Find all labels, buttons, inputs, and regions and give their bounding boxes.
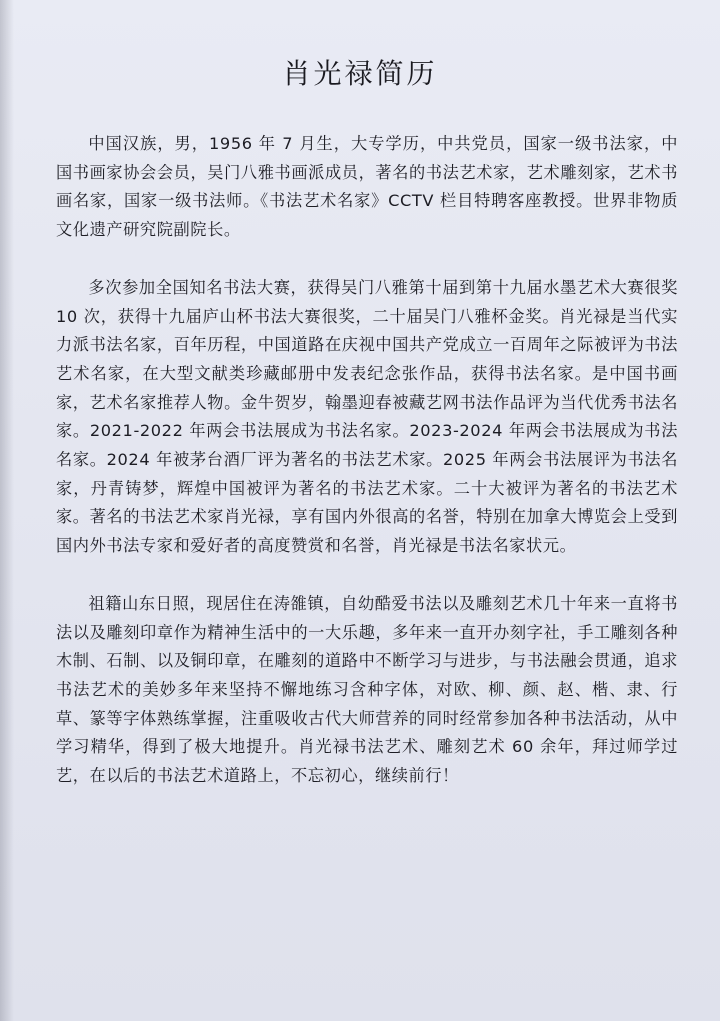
page-edge-shadow bbox=[0, 0, 14, 1021]
page-title: 肖光禄简历 bbox=[282, 57, 438, 90]
paragraph-awards: 多次参加全国知名书法大赛，获得吴门八雅第十届到第十九届水墨艺术大赛很奖 10 次，获得十九届庐山杯书法大赛很奖，二十届吴门八雅杯金奖。肖光禄是当代实力派书法名家，百年历程，中国道路在庆视中国共产党成立一百周年之际被评为书法艺术名家，在大型文献类珍藏邮册中发表纪念张作品，获得书法名家。是中国书画家，艺术名家推荐人物。金牛贺岁，翰墨迎春被藏艺网书法作品评为当代优秀书法名家。2021-2022 年两会书法展成为书法名家。2023-2024 年两会书法展成为书法名家。2024 年被茅台酒厂评为著名的书法艺术家。2025 年两会书法展评为书法名家，丹青铸梦，辉煌中国被评为著名的书法艺术家。二十大被评为著名的书法艺术家。著名的书法艺术家肖光禄，享有国内外很高的名誉，特别在加拿大博览会上受到国内外书法专家和爱好者的高度赞赏和名誉，肖光禄是书法名家状元。 bbox=[56, 277, 678, 556]
paragraph-profile: 中国汉族，男，1956 年 7 月生，大专学历，中共党员，国家一级书法家，中国书画家协会会员，吴门八雅书画派成员，著名的书法艺术家，艺术雕刻家，艺术书画名家，国家一级书法师。《书法艺术名家》CCTV 栏目特聘客座教授。世界非物质文化遗产研究院副院长。 bbox=[56, 134, 678, 240]
document-body bbox=[56, 130, 678, 791]
paragraph-background: 祖籍山东日照，现居住在涛雒镇，自幼酷爱书法以及雕刻艺术几十年来一直将书法以及雕刻印章作为精神生活中的一大乐趣，多年来一直开办刻字社，手工雕刻各种木制、石制、以及铜印章，在雕刻的道路中不断学习与进步，与书法融会贯通，追求书法艺术的美妙多年来坚持不懈地练习含种字体，对欧、柳、颜、赵、楷、隶、行草、篆等字体熟练掌握，注重吸收古代大师营养的同时经常参加各种书法活动，从中学习精华，得到了极大地提升。肖光禄书法艺术、雕刻艺术 60 余年，拜过师学过艺，在以后的书法艺术道路上，不忘初心，继续前行！ bbox=[56, 593, 678, 786]
